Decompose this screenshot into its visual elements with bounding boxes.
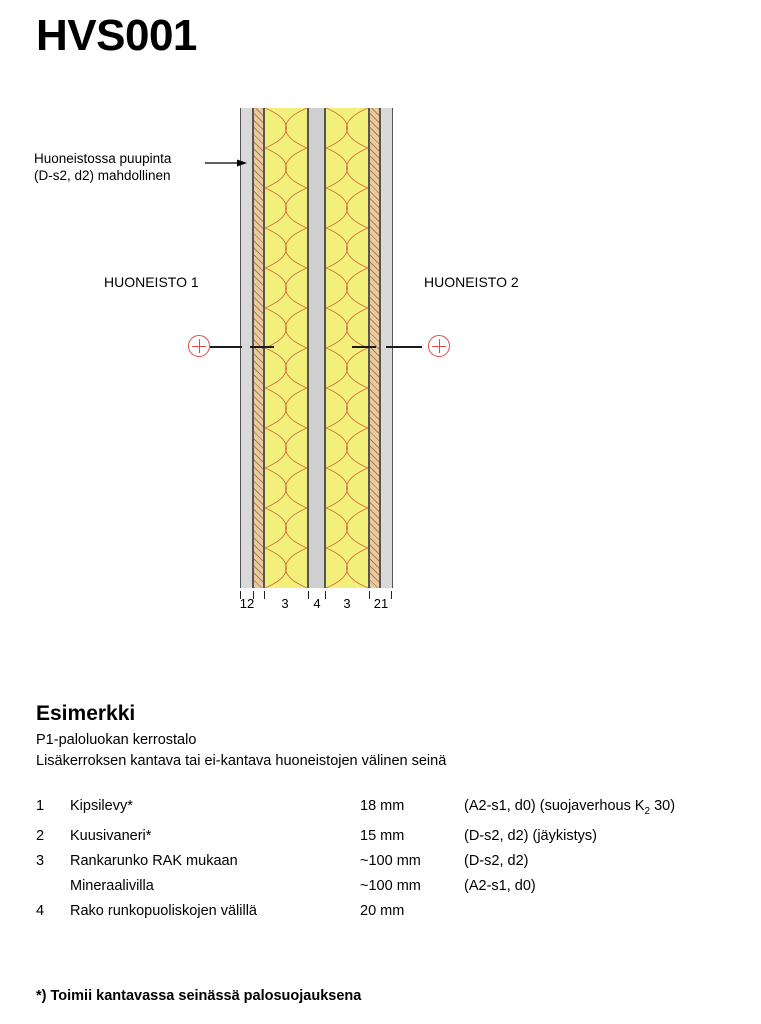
table-row <box>36 824 736 849</box>
layer-stud-frame-insulation-right <box>325 108 369 588</box>
insulation-hatch-icon <box>265 108 307 588</box>
row-number: 4 <box>36 902 45 919</box>
leader-arrow-icon <box>205 158 247 168</box>
section-cut-line-left-inner <box>250 346 274 348</box>
table-row <box>36 899 736 924</box>
row-number: 2 <box>36 827 45 844</box>
table-row <box>36 849 736 874</box>
layer-plywood-right <box>369 108 380 588</box>
row-class: (D-s2, d2) (jäykistys) <box>464 827 597 844</box>
section-cut-line-right-outer <box>386 346 422 348</box>
layer-air-gap <box>308 108 325 588</box>
layer-stud-frame-insulation-left <box>264 108 308 588</box>
example-line-2: Lisäkerroksen kantava tai ei-kantava huoneistojen välinen seinä <box>36 753 447 769</box>
surface-note <box>34 150 171 184</box>
example-block <box>36 702 736 924</box>
dimension-label: 12 <box>239 596 255 611</box>
row-class: (A2-s1, d0) <box>464 877 536 894</box>
room-label-right: HUONEISTO 2 <box>424 274 519 290</box>
row-thickness: 18 mm <box>360 798 405 814</box>
table-row <box>36 794 736 824</box>
crosshair-marker-left <box>188 335 210 357</box>
example-heading: Esimerkki <box>36 702 136 725</box>
layer-gypsum-board-right <box>380 108 393 588</box>
row-material: Mineraalivilla <box>70 877 154 894</box>
dimension-label: 4 <box>313 596 321 611</box>
layer-gypsum-board-left <box>240 108 253 588</box>
layer-plywood-left <box>253 108 264 588</box>
row-class <box>464 794 736 824</box>
row-number: 1 <box>36 798 45 814</box>
row-number: 3 <box>36 852 45 869</box>
page-title: HVS001 <box>36 11 197 60</box>
wall-assembly <box>240 108 392 588</box>
row-thickness: ~100 mm <box>360 877 421 894</box>
example-line-1: P1-paloluokan kerrostalo <box>36 732 197 748</box>
room-label-left: HUONEISTO 1 <box>104 274 199 290</box>
row-thickness: 15 mm <box>360 827 405 844</box>
row-thickness: 20 mm <box>360 902 405 919</box>
row-thickness: ~100 mm <box>360 852 421 869</box>
dimension-label: 3 <box>281 596 289 611</box>
dimension-label: 21 <box>373 596 389 611</box>
row-class <box>464 899 736 924</box>
row-class: (D-s2, d2) <box>464 852 529 869</box>
row-material: Kuusivaneri* <box>70 827 152 844</box>
table-row <box>36 874 736 899</box>
row-number <box>36 874 70 899</box>
crosshair-marker-right <box>428 335 450 357</box>
row-class-sub: 2 <box>644 805 651 817</box>
section-cut-line-right-inner <box>352 346 376 348</box>
dimension-row <box>240 588 392 622</box>
wall-section-diagram <box>0 90 761 630</box>
row-class-tail: 30) <box>650 798 676 814</box>
dimension-label: 3 <box>343 596 351 611</box>
row-class-text: (A2-s1, d0) (suojaverhous K <box>464 798 645 814</box>
layer-table <box>36 794 736 924</box>
row-material: Rankarunko RAK mukaan <box>70 852 238 869</box>
row-material: Kipsilevy* <box>70 798 133 814</box>
section-cut-line-left-outer <box>210 346 242 348</box>
row-material: Rako runkopuoliskojen välillä <box>70 902 257 919</box>
footnote: *) Toimii kantavassa seinässä palosuojauksena <box>36 988 362 1004</box>
insulation-hatch-icon <box>326 108 368 588</box>
surface-note-line-2: (D-s2, d2) mahdollinen <box>34 168 171 183</box>
surface-note-line-1: Huoneistossa puupinta <box>34 151 172 166</box>
